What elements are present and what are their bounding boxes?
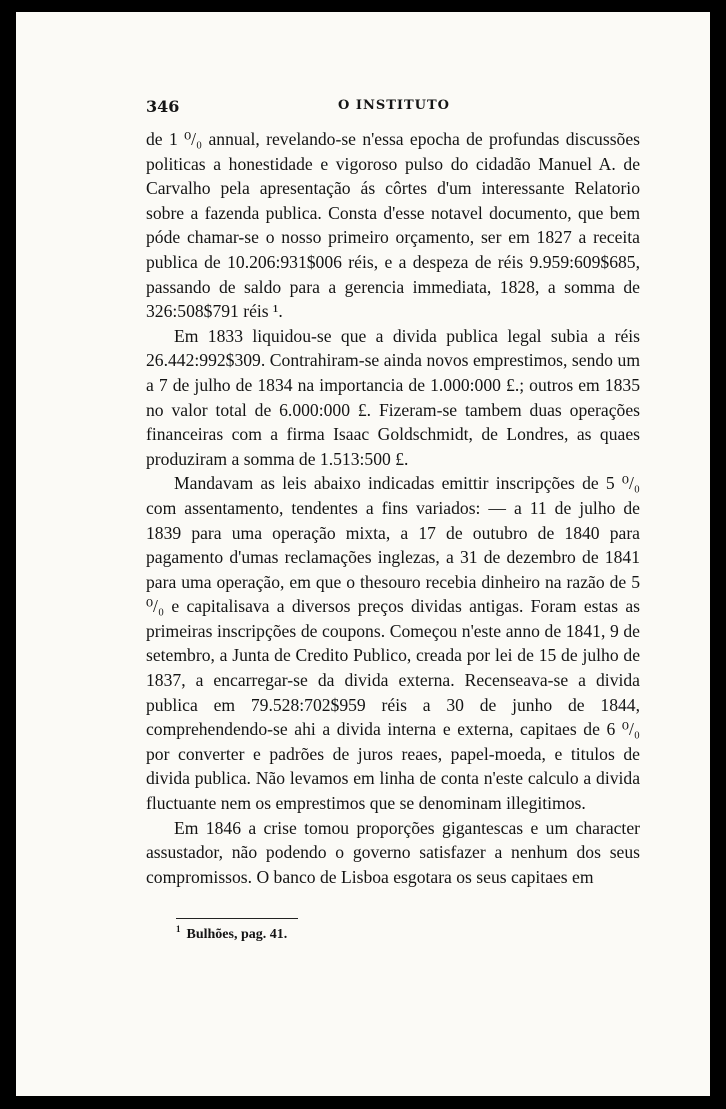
body-text (146, 127, 640, 889)
running-head: O INSTITUTO (338, 98, 450, 113)
page-number: 346 (146, 97, 180, 116)
paragraph: Mandavam as leis abaixo indicadas emittir inscripções de 5 ⁰/₀ com assentamento, tendentes a fins variados: — a 11 de julho de 1839 para uma operação mixta, a 17 de outubro de 1840 para pagamento d'umas reclamações inglezas, a 31 de dezembro de 1841 para uma operação, em que o thesouro recebia dinheiro na razão de 5 ⁰/₀ e capitalisava a diversos preços dividas antigas. Foram estas as primeiras inscripções de coupons. Começou n'este anno de 1841, 9 de setembro, a Junta de Credito Publico, creada por lei de 15 de julho de 1837, a encarregar-se da divida externa. Recenseava-se a divida publica em 79.528:702$959 réis a 30 de junho de 1844, comprehendendo-se ahi a divida interna e externa, capitaes de 6 ⁰/₀ por converter e padrões de juros reaes, papel-moeda, e titulos de divida publica. Não levamos em linha de conta n'este calculo a divida fluctuante nem os emprestimos que se denominam illegitimos. (146, 473, 640, 814)
footnote-text: Bulhões, pag. 41. (186, 927, 288, 942)
document-page (16, 12, 710, 1096)
footnote-divider (176, 918, 298, 919)
footnote-marker: 1 (176, 924, 181, 935)
footnote (176, 924, 536, 943)
paragraph: Em 1846 a crise tomou proporções gigantescas e um character assustador, não podendo o governo satisfazer a nenhum dos seus compromissos. O banco de Lisboa esgotara os seus capitaes em (146, 817, 640, 887)
paragraph: de 1 ⁰/₀ annual, revelando-se n'essa epocha de profundas discussões politicas a honestidade e vigoroso pulso do cidadão Manuel A. de Carvalho pela apresentação ás côrtes d'um interessante Relatorio sobre a fazenda publica. Consta d'esse notavel documento, que bem póde chamar-se o nosso primeiro orçamento, ser em 1827 a receita publica de 10.206:931$006 réis, e a despeza de réis 9.959:609$685, passando de saldo para a gerencia immediata, 1828, a somma de 326:508$791 réis ¹. (146, 129, 640, 322)
page-header (144, 97, 644, 119)
paragraph: Em 1833 liquidou-se que a divida publica legal subia a réis 26.442:992$309. Contrahiram-se ainda novos emprestimos, sendo um a 7 de julho de 1834 na importancia de 1.000:000 £.; outros em 1835 no valor total de 6.000:000 £. Fizeram-se tambem duas operações financeiras com a firma Isaac Goldschmidt, de Londres, as quaes produziram a somma de 1.513:500 £. (146, 325, 640, 469)
